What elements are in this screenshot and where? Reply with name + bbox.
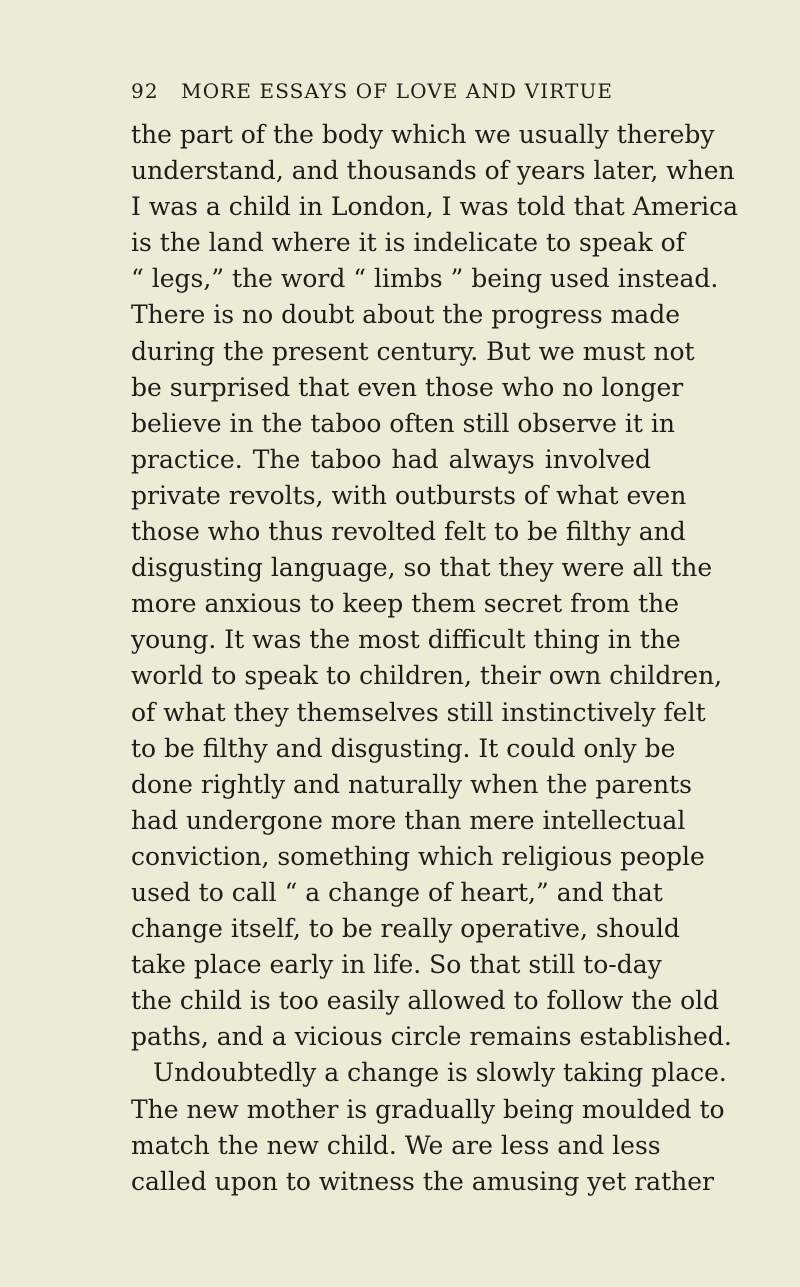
text-line-27: Undoubtedly a change is slowly taking place. bbox=[153, 1058, 727, 1088]
text-line-24: take place early in life. So that still to-day bbox=[131, 950, 662, 980]
body-text bbox=[131, 117, 739, 1200]
text-line-29: match the new child. We are less and less bbox=[131, 1130, 661, 1160]
text-line-2: understand, and thousands of years later, when bbox=[131, 156, 735, 186]
text-line-21: conviction, something which religious people bbox=[131, 841, 705, 871]
text-line-20: had undergone more than mere intellectual bbox=[131, 805, 686, 835]
text-line-1: the part of the body which we usually thereby bbox=[131, 120, 715, 149]
text-line-4: is the land where it is indelicate to speak of bbox=[131, 228, 685, 258]
text-line-7: during the present century. But we must not bbox=[131, 336, 695, 366]
text-line-30: called upon to witness the amusing yet rather bbox=[131, 1166, 714, 1196]
text-line-9: believe in the taboo often still observe it in bbox=[131, 408, 675, 438]
running-head bbox=[131, 76, 651, 106]
text-line-26: paths, and a vicious circle remains established. bbox=[131, 1022, 732, 1052]
text-line-16: world to speak to children, their own children, bbox=[131, 661, 723, 691]
page-number: 92 bbox=[131, 79, 159, 103]
text-line-3: I was a child in London, I was told that America bbox=[131, 192, 739, 222]
text-line-28: The new mother is gradually being moulded to bbox=[131, 1094, 725, 1124]
text-line-15: young. It was the most difficult thing in the bbox=[131, 625, 681, 655]
text-line-8: be surprised that even those who no longer bbox=[131, 372, 684, 402]
book-title: MORE ESSAYS OF LOVE AND VIRTUE bbox=[181, 79, 614, 103]
text-line-11: private revolts, with outbursts of what even bbox=[131, 480, 687, 510]
text-line-13: disgusting language, so that they were all the bbox=[131, 553, 713, 583]
text-line-22: used to call “ a change of heart,” and that bbox=[131, 877, 663, 907]
text-line-19: done rightly and naturally when the parents bbox=[131, 769, 692, 799]
text-line-25: the child is too easily allowed to follow the old bbox=[131, 986, 720, 1016]
text-line-14: more anxious to keep them secret from the bbox=[131, 589, 680, 619]
text-line-10: practice. The taboo had always involved bbox=[131, 444, 651, 474]
text-line-12: those who thus revolted felt to be filthy and bbox=[131, 517, 686, 547]
text-line-17: of what they themselves still instinctively felt bbox=[131, 697, 706, 727]
text-line-18: to be filthy and disgusting. It could only be bbox=[131, 733, 676, 763]
text-line-23: change itself, to be really operative, should bbox=[131, 914, 680, 944]
text-line-5: “ legs,” the word “ limbs ” being used instead. bbox=[131, 264, 719, 294]
text-line-6: There is no doubt about the progress made bbox=[131, 300, 680, 330]
